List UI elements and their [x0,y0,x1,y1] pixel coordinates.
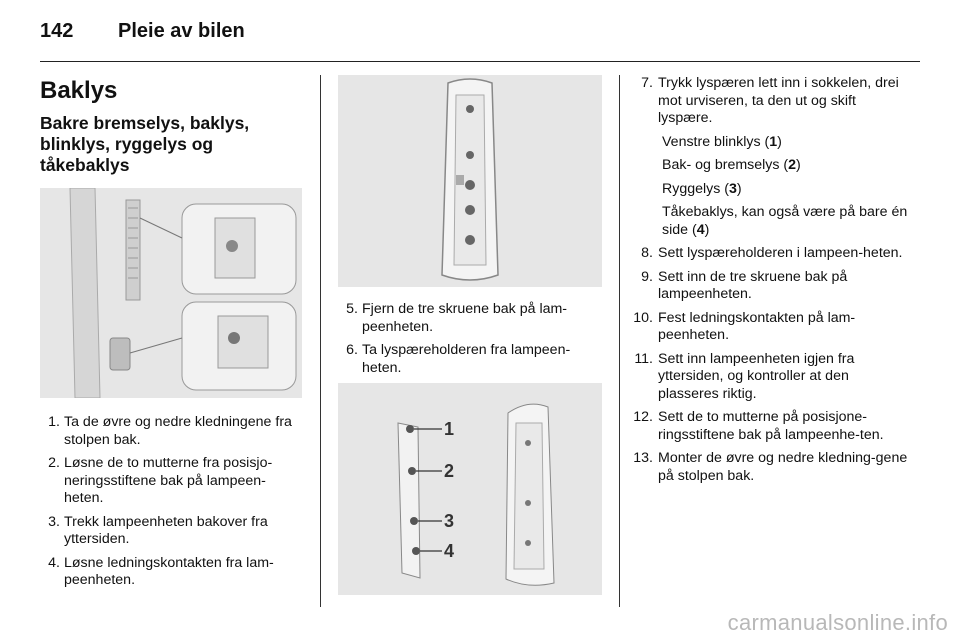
bulb-item: Bak- og bremselys (2) [662,157,801,173]
list-item: 11. Sett inn lampeenheten igjen fra yttersiden, og kontroller at den plasseres riktig. [634,350,855,402]
illustration-rear-pillar [40,188,302,398]
callout-1: 1 [444,419,455,439]
bulb-item: Venstre blinklys (1) [662,133,782,150]
watermark[interactable]: carmanualsonline.info [727,610,948,635]
list-item: 4. Løsne ledningskontakten fra lam-peenheten. [48,554,274,588]
list-item: 3. Trekk lampeenheten bakover fra yttersiden. [48,513,268,547]
column-2 [338,75,602,595]
list-item: 5. Fjern de tre skruene bak på lam-peenheten. [346,301,568,335]
column-1 [40,75,302,596]
list-item: 13. Monter de øvre og nedre kledning-gene på stolpen bak. [633,450,908,484]
page-header [40,20,920,60]
figure-bulb-holder [338,383,602,595]
steps-list-2 [338,301,602,377]
page-number: 142 [40,20,74,42]
section-subtitle [40,113,302,176]
illustration-bulb-holder [338,383,602,595]
figure-tail-lamp-pillar [40,188,302,398]
column-3 [620,75,910,491]
list-item: 9. Sett inn de tre skruene bak på lampeenheten. [641,268,848,302]
steps-list-1 [40,414,302,590]
list-item: 1. Ta de øvre og nedre kledningene fra stolpen bak. [48,414,292,448]
subtitle-line-1: Bakre bremselys, baklys, [40,113,250,133]
callout-4: 4 [444,541,455,561]
illustration-lamp-unit [338,75,602,287]
list-item: 6. Ta lyspæreholderen fra lampeen-heten. [346,342,571,376]
list-item: 12. Sett de to mutterne på posisjone-ringsstiftene bak på lampeenhe-ten. [633,409,884,443]
bulb-item: Tåkebaklys, kan også være på bare én side (4) [662,204,908,238]
column-divider-1 [320,75,321,607]
list-item: 10. Fest ledningskontakten på lam-peenheten. [633,309,856,343]
figure-lamp-unit [338,75,602,287]
steps-list-4 [620,245,910,485]
list-item: 7. Trykk lyspæren lett inn i sokkelen, drei mot urviseren, ta den ut og skift lyspære. [641,75,899,126]
list-item: 2. Løsne de to mutterne fra posisjo-neringsstiftene bak på lampeen-heten. [48,455,273,506]
bulb-item: Ryggelys (3) [662,180,742,197]
callout-3: 3 [444,511,455,531]
list-item: 8. Sett lyspæreholderen i lampeen-heten. [641,245,903,261]
callout-2: 2 [444,461,455,481]
steps-list-3 [620,75,910,128]
subtitle-line-2: blinklys, ryggelys og tåkebaklys [40,134,214,175]
chapter-title: Pleie av bilen [118,20,245,42]
section-title: Baklys [40,77,118,104]
header-rule [40,61,920,62]
